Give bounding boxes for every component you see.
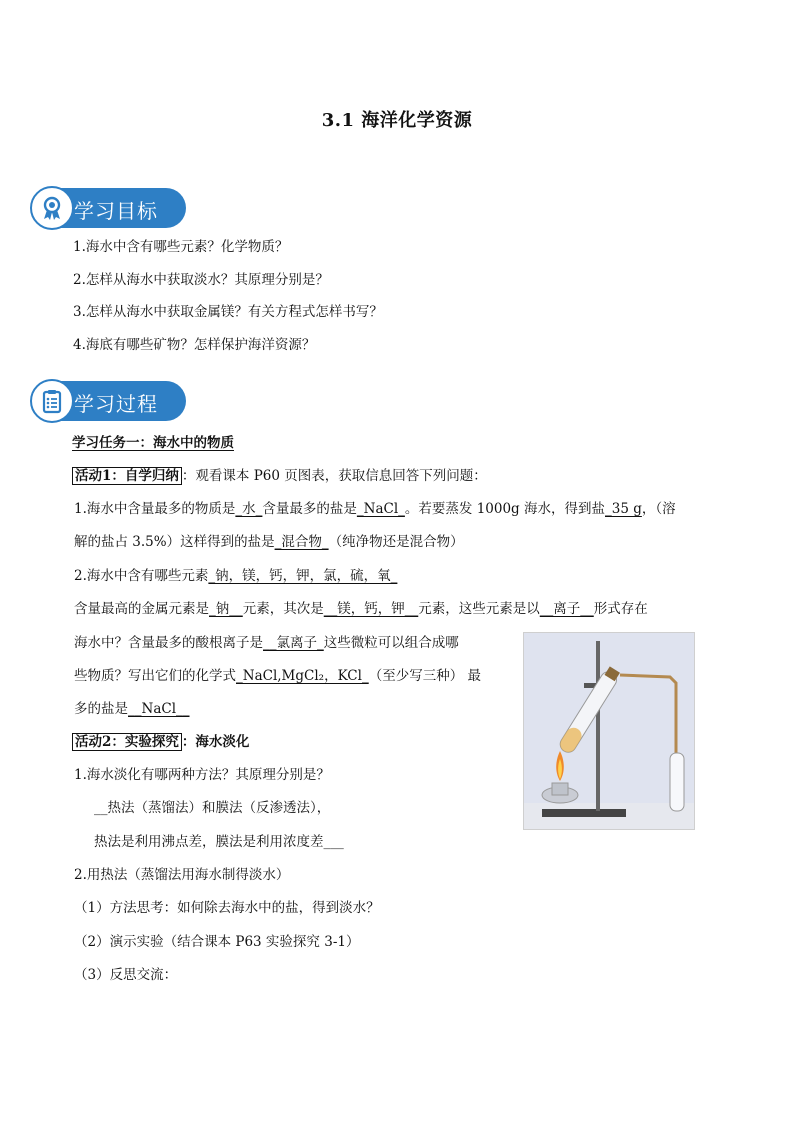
answer-ions: __离子__ xyxy=(539,601,594,617)
q1-line-2 xyxy=(74,532,464,552)
a2-question-2: 2.用热法（蒸馏法用海水制得淡水） xyxy=(74,867,290,883)
goal-item-3: 3.怎样从海水中获取金属镁？有关方程式怎样书写？ xyxy=(73,304,383,320)
activity-2-line xyxy=(72,732,249,752)
q2-line-2 xyxy=(74,599,648,619)
goal-item-1: 1.海水中含有哪些元素？化学物质？ xyxy=(73,239,289,255)
q1-text: 1.海水中含量最多的物质是 xyxy=(74,501,236,517)
q2-text: 元素，这些元素是以 xyxy=(418,601,540,617)
q2-text: 这些微粒可以组合成哪 xyxy=(323,635,459,651)
answer-most-salt: __NaCl__ xyxy=(128,701,190,717)
a2-answer-2: 热法是利用沸点差，膜法是利用浓度差___ xyxy=(94,834,344,850)
q2-text: 形式存在 xyxy=(593,601,648,617)
q1-text: （纯净物还是混合物） xyxy=(328,534,464,550)
goal-item-4: 4.海底有哪些矿物？怎样保护海洋资源？ xyxy=(73,337,316,353)
answer-water: _水_ xyxy=(235,501,263,517)
activity-1-line xyxy=(72,466,487,486)
q2-line-1 xyxy=(74,566,397,586)
answer-elements: _钠，镁，钙，钾，氯，硫，氧_ xyxy=(208,568,398,584)
a2-step-2: （2）演示实验（结合课本 P63 实验探究 3-1） xyxy=(74,934,360,950)
answer-mixture: _混合物_ xyxy=(274,534,329,550)
q1-text: 解的盐占 3.5%）这样得到的盐是 xyxy=(74,534,275,550)
q2-text: 些物质？写出它们的化学式 xyxy=(74,668,236,684)
banner-title: 学习过程 xyxy=(74,392,158,416)
a2-step-1: （1）方法思考：如何除去海水中的盐，得到淡水？ xyxy=(74,900,380,916)
section-banner-goals xyxy=(30,186,186,230)
q2-line-3 xyxy=(74,633,459,653)
q2-text: 海水中？含量最多的酸根离子是 xyxy=(74,635,263,651)
activity-2-label: 活动2：实验探究 xyxy=(72,733,182,751)
activity-1-label: 活动1：自学归纳 xyxy=(72,467,182,485)
a2-step-3: （3）反思交流： xyxy=(74,967,178,983)
activity-2-text: ：海水淡化 xyxy=(181,734,250,750)
task-title: 学习任务一：海水中的物质 xyxy=(72,435,234,451)
section-banner-process xyxy=(30,379,186,423)
distillation-apparatus-figure xyxy=(523,632,695,830)
q2-text: （至少写三种） 最 xyxy=(368,668,481,684)
task-heading xyxy=(72,433,234,453)
a2-answer-1: __热法（蒸馏法）和膜法（反渗透法）， xyxy=(94,800,331,816)
q1-line-1 xyxy=(74,499,676,519)
goal-item-2: 2.怎样从海水中获取淡水？其原理分别是？ xyxy=(73,272,329,288)
answer-35g: _35 g xyxy=(605,501,642,517)
a2-question-1: 1.海水淡化有哪两种方法？其原理分别是？ xyxy=(74,767,330,783)
clipboard-icon xyxy=(30,379,74,423)
q2-text: 多的盐是 xyxy=(74,701,128,717)
banner-title: 学习目标 xyxy=(74,199,158,223)
q1-text: 。若要蒸发 1000g 海水，得到盐 xyxy=(404,501,605,517)
page-title: 3.1 海洋化学资源 xyxy=(321,110,473,131)
q2-text: 2.海水中含有哪些元素 xyxy=(74,568,209,584)
answer-formulas: _NaCl,MgCl₂，KCl_ xyxy=(236,668,369,684)
answer-chloride: __氯离子_ xyxy=(263,635,324,651)
award-icon xyxy=(30,186,74,230)
answer-metals: __镁，钙，钾__ xyxy=(323,601,419,617)
activity-1-text: ：观看课本 P60 页图表，获取信息回答下列问题： xyxy=(181,468,487,484)
q1-text: ，（溶 xyxy=(641,501,676,517)
q2-line-4 xyxy=(74,666,481,686)
q2-line-5 xyxy=(74,699,190,719)
q1-text: 含量最多的盐是 xyxy=(262,501,357,517)
q2-text: 含量最高的金属元素是 xyxy=(74,601,209,617)
answer-sodium: _钠__ xyxy=(209,601,243,617)
answer-nacl: _NaCl_ xyxy=(356,501,405,517)
q2-text: 元素，其次是 xyxy=(242,601,324,617)
